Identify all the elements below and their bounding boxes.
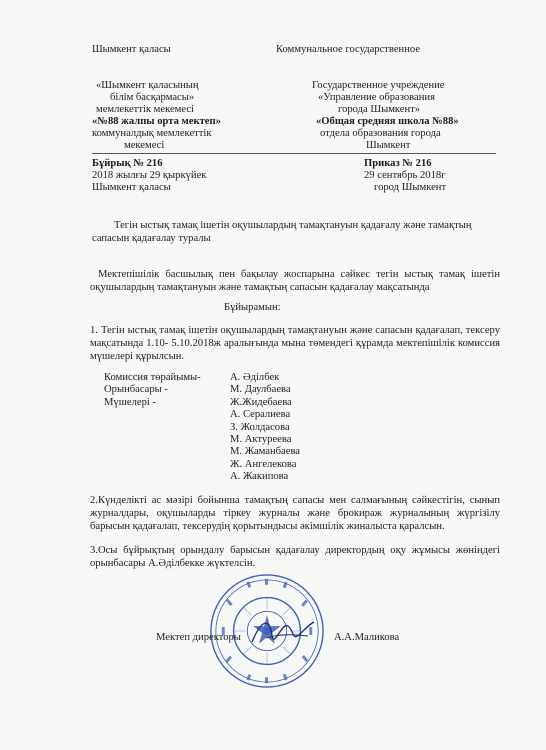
commission-row (104, 384, 300, 396)
right-org-top: Коммунальное государственное (276, 44, 421, 55)
right-org-line-1: Государственное учреждение (312, 80, 445, 91)
subject-line-2: сапасын қадағалау туралы (92, 233, 211, 244)
commission-row (104, 372, 300, 384)
commission-list (104, 372, 300, 484)
commission-row (104, 397, 300, 409)
commission-role (104, 434, 230, 446)
header-divider (92, 153, 496, 154)
order-date-kz: 2018 жылғы 29 қыркүйек (92, 170, 207, 181)
commission-member: А. Әділбек (230, 372, 280, 383)
commission-role (104, 459, 230, 471)
commission-member: М. Актуреева (230, 434, 292, 446)
subject-line-1: Тегін ыстық тамақ ішетін оқушылардың тамақтануын қадағалу және тамақтың (114, 220, 472, 231)
order-item-3: 3.Осы бұйрықтың орындалу барысын қадағалау директордың оқу жұмысы жөніндегі орынбасары А.Әділбекке жүктелсін. (90, 545, 500, 569)
commission-role (104, 446, 230, 458)
left-org-line-2: білім басқармасы» (110, 92, 195, 103)
order-date-ru: 29 сентябрь 2018г (364, 170, 446, 181)
commission-row (104, 422, 300, 434)
signature-position: Мектеп директоры (156, 632, 241, 643)
left-org2-line-1: коммуналдық мемлекеттік (92, 128, 212, 139)
order-item-1: 1. Тегін ыстық тамақ ішетін оқушылардың тамақтануын және сапасын қадағалап, тексеру мақсатында 1.10- 5.10.2018ж аралығында мына төмендегі құрамда мектепішілік комиссия мүшелері құрылсын. (90, 325, 500, 362)
commission-row (104, 446, 300, 458)
order-city-ru: город Шымкент (374, 182, 447, 193)
left-org2-line-2: мекемесі (124, 140, 165, 151)
right-org2-line-2: Шымкент (366, 140, 411, 151)
commission-member: А. Сералиева (230, 409, 291, 421)
right-org2-line-1: отдела образования города (320, 128, 441, 139)
commission-row (104, 434, 300, 446)
preamble-paragraph: Мектепішілік басшылық пен бақылау жоспарына сәйкес тегін ыстық тамақ ішетін оқушылардың тамақтануын және тамақтың сапасын қадағалау мақсатында (90, 269, 500, 293)
left-org-line-3: мемлекеттік мекемесі (96, 104, 194, 115)
commission-row (104, 409, 300, 421)
left-city-header: Шымкент қаласы (92, 44, 171, 55)
signature-name: А.А.Маликова (334, 632, 400, 643)
left-org-line-1: «Шымкент қаласының (96, 80, 199, 91)
commission-member: Ж.Жидебаева (230, 396, 292, 408)
order-city-kz: Шымкент қаласы (92, 182, 171, 193)
commission-role (104, 471, 230, 483)
left-school-name: «№88 жалпы орта мектеп» (92, 116, 221, 127)
right-school-name: «Общая средняя школа №88» (316, 116, 459, 127)
commission-member: З. Жолдасова (230, 421, 290, 433)
commission-role: Орынбасары - (104, 384, 168, 396)
right-org-line-3: города Шымкент» (338, 104, 421, 115)
commission-role (104, 422, 230, 434)
right-org-line-2: «Управление образования (318, 92, 435, 103)
order-title-kz: Бұйрық № 216 (92, 158, 163, 169)
commission-member: Ж. Ангелекова (230, 458, 297, 470)
order-title-ru: Приказ № 216 (364, 158, 432, 169)
commission-role: Мүшелері - (104, 396, 156, 408)
commission-member: М. Жаманбаева (230, 446, 301, 458)
order-item-2: 2.Күнделікті ас мәзірі бойынша тамақтың сапасы мен салмағының сәйкестігін, сынып журналдары, оқушыларды тіркеу журналы және брокираж журналының жүргізілу барысын қадағалап, тексерудің қорытындысы әкімшілік жиналыста қаралсын. (90, 495, 500, 532)
commission-member: М. Даулбаева (230, 384, 291, 396)
commission-member: А. Жакипова (230, 471, 289, 483)
command-word: Бұйырамын: (224, 302, 281, 313)
commission-row (104, 459, 300, 471)
commission-role: Комиссия төрайымы- (104, 372, 201, 383)
handwritten-signature (248, 612, 318, 652)
commission-role (104, 409, 230, 421)
commission-row (104, 471, 300, 483)
